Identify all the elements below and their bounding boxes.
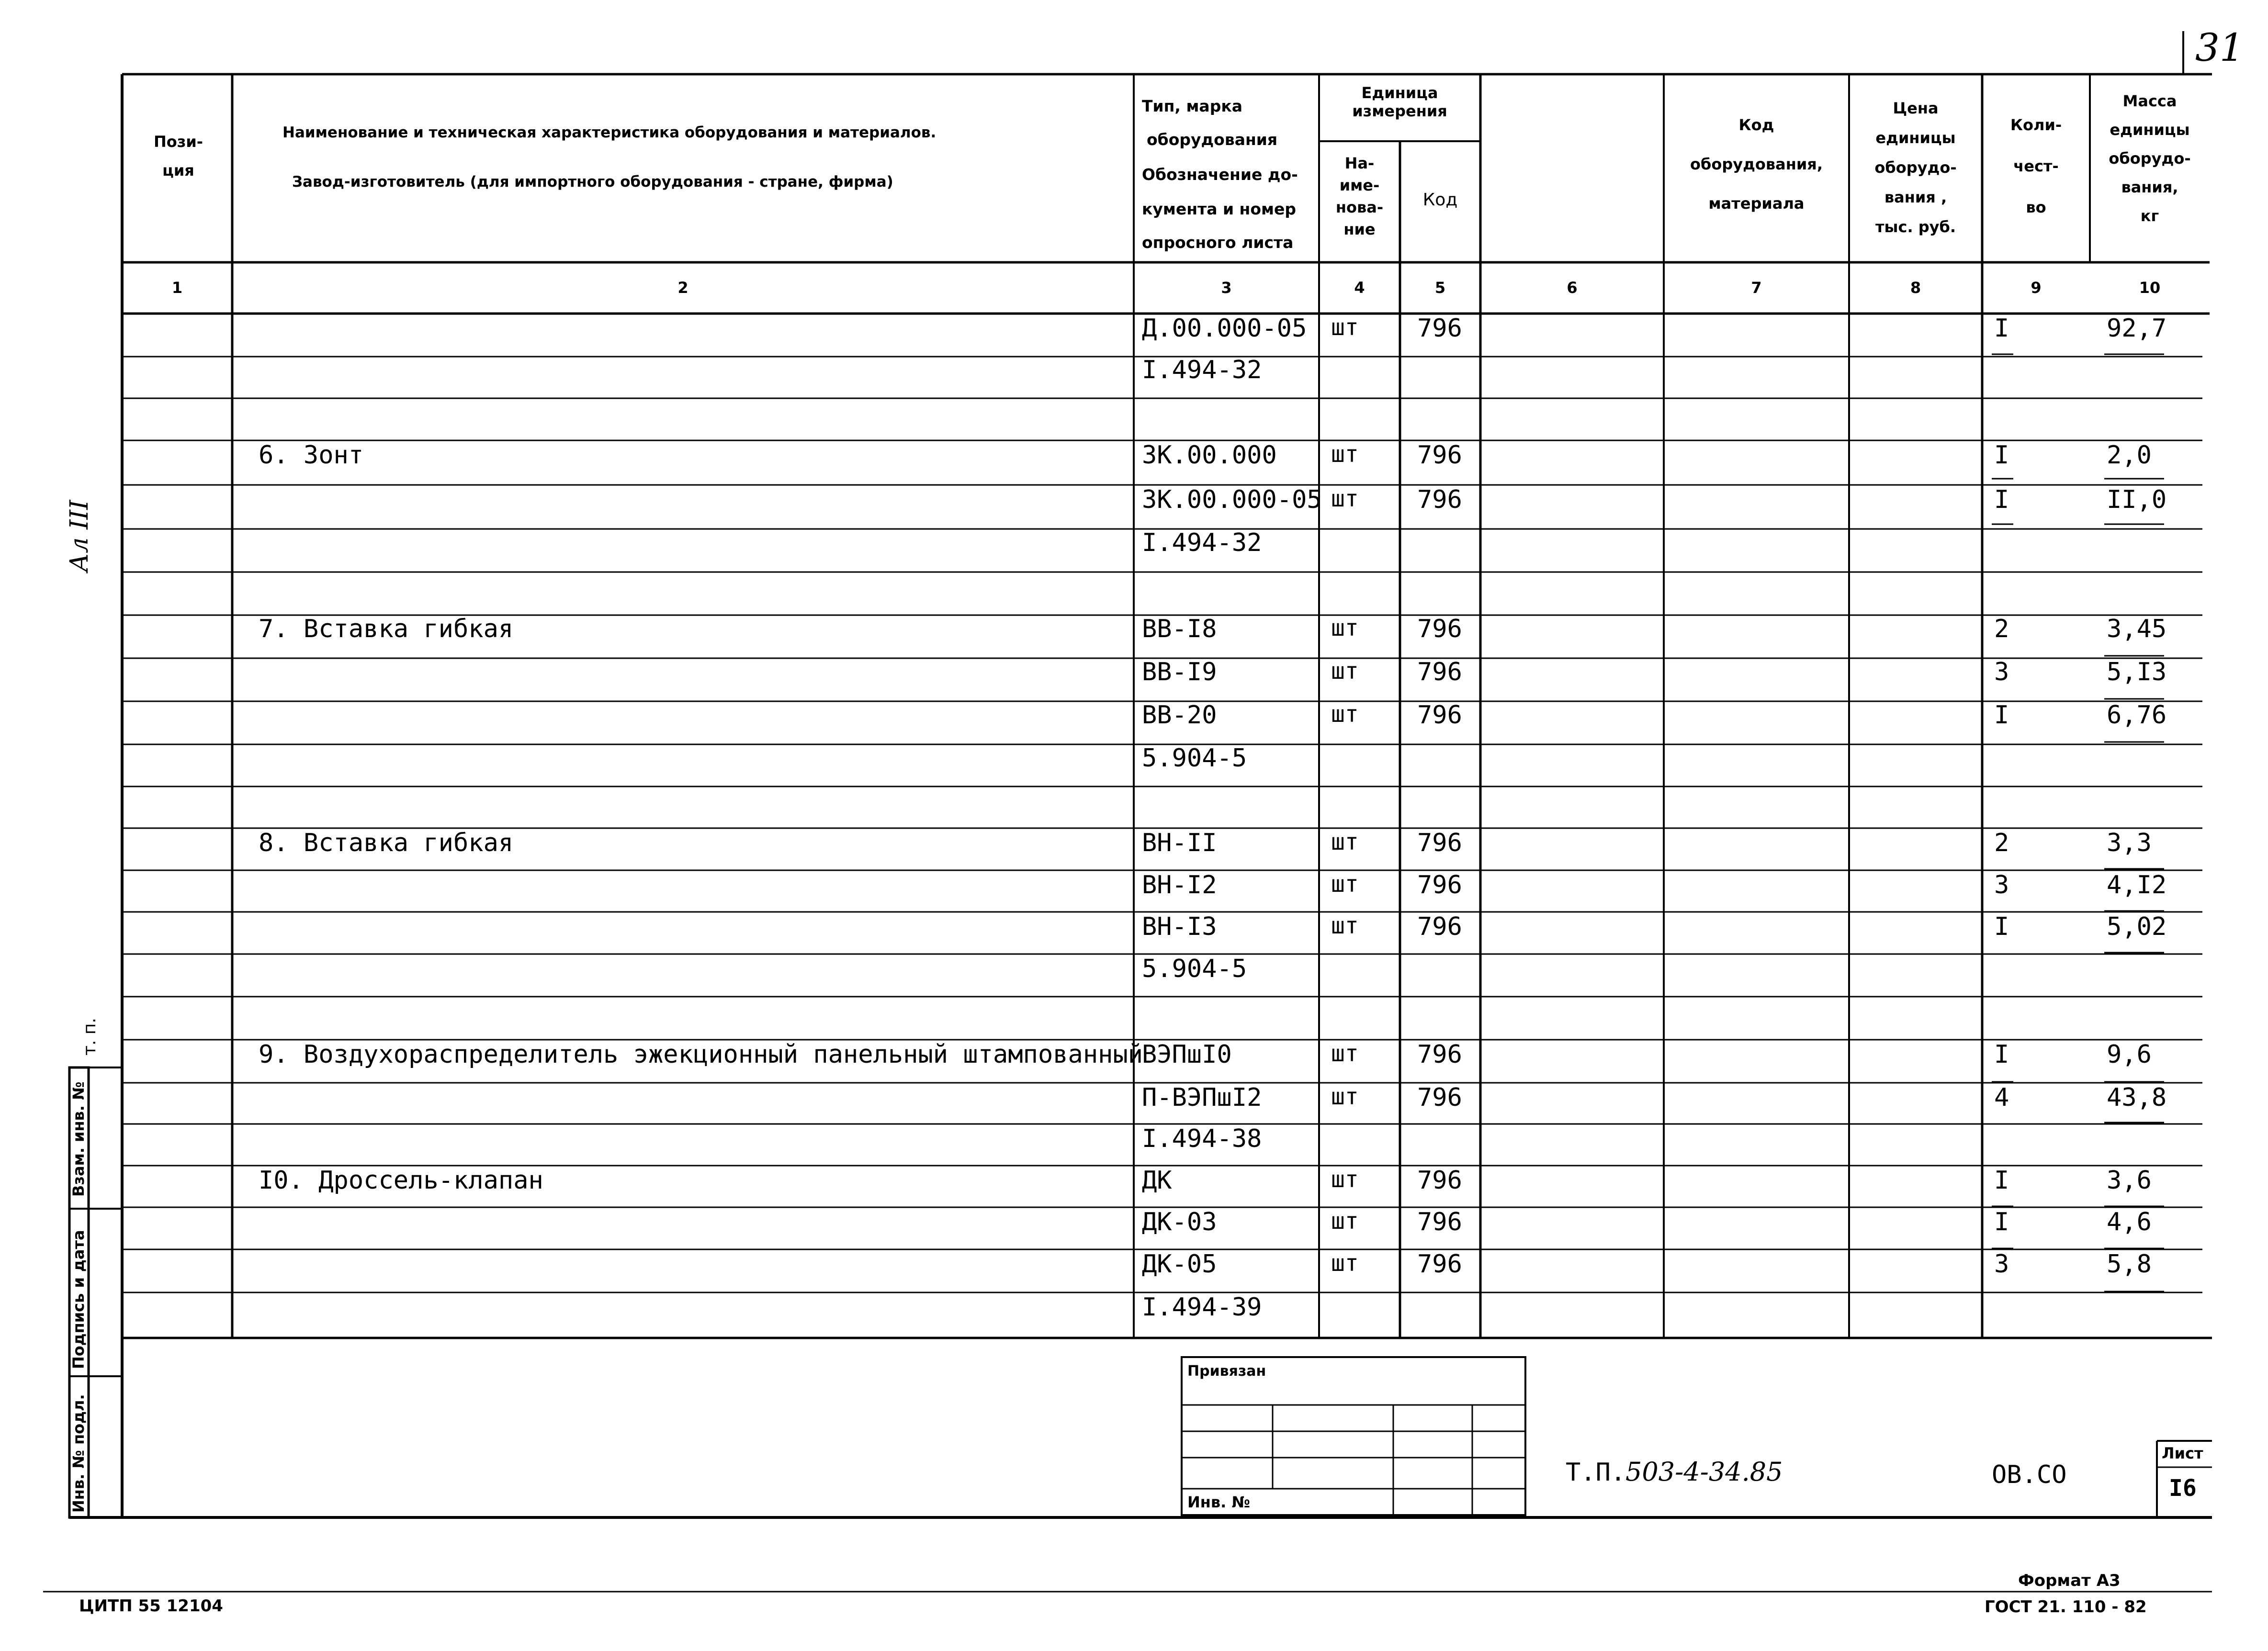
row-code: 796 — [1417, 658, 1462, 686]
header-manufacturer: Завод-изготовитель (для импортного оборудования - стране, фирма) — [292, 173, 893, 191]
header-type-line4: кумента и номер — [1142, 200, 1297, 218]
row-quantity: I — [1994, 485, 2009, 514]
row-unit: шт — [1331, 1250, 1359, 1277]
header-quantity-line: чест- — [2013, 157, 2059, 175]
row-unit: шт — [1331, 912, 1359, 939]
row-name: 7. Вставка гибкая — [259, 615, 514, 643]
row-quantity: I — [1994, 1166, 2009, 1195]
row-mass: 5,8 — [2107, 1250, 2152, 1279]
footer-gost: ГОСТ 21. 110 - 82 — [1985, 1597, 2147, 1617]
header-quantity — [1982, 117, 2090, 215]
row-mass: 2,0 — [2107, 441, 2152, 470]
header-equipment-code-line: Код — [1738, 116, 1774, 134]
row-type: I.494-32 — [1142, 528, 1262, 557]
row-type: ДК-03 — [1142, 1208, 1217, 1236]
row-code: 796 — [1417, 485, 1462, 514]
row-name: 9. Воздухораспределитель эжекционный панельный штампованный — [259, 1040, 1143, 1069]
stamp-doc-number: 503-4-34.85 — [1625, 1457, 1783, 1487]
header-unit-group — [1319, 85, 1480, 119]
column-number: 7 — [1751, 279, 1762, 297]
row-quantity: I — [1994, 441, 2009, 470]
footer-format: Формат А3 — [2018, 1571, 2121, 1590]
footer-left-code: ЦИТП 55 12104 — [79, 1596, 223, 1616]
header-unit-line: измерения — [1352, 102, 1447, 120]
row-type: ДК — [1142, 1166, 1172, 1195]
row-type: ВЭПшI0 — [1142, 1040, 1232, 1069]
row-type: Д.00.000-05 — [1142, 314, 1307, 343]
row-unit: шт — [1331, 871, 1359, 898]
header-quantity-line: Коли- — [2010, 116, 2062, 134]
column-number: 4 — [1354, 279, 1365, 297]
column-number: 9 — [2031, 279, 2042, 297]
album-label: Ал III — [65, 500, 94, 572]
row-type: ВВ-I9 — [1142, 658, 1217, 686]
tp-label: т. п. — [80, 1018, 100, 1056]
row-mass: 4,I2 — [2107, 871, 2167, 899]
row-mass: 4,6 — [2107, 1208, 2152, 1236]
stamp-sheet-number: I6 — [2169, 1475, 2197, 1502]
row-type: П-ВЭПшI2 — [1142, 1083, 1262, 1112]
column-number: 2 — [677, 279, 688, 297]
header-equipment-code-line: материала — [1708, 194, 1805, 213]
row-quantity: 2 — [1994, 615, 2009, 643]
row-mass: 5,I3 — [2107, 658, 2167, 686]
header-unit-line: Единица — [1361, 84, 1438, 102]
row-type: I.494-32 — [1142, 356, 1262, 384]
header-mass — [2090, 93, 2210, 224]
row-type: ВН-I3 — [1142, 912, 1217, 941]
row-code: 796 — [1417, 615, 1462, 643]
header-quantity-line: во — [2026, 198, 2046, 216]
replacement-inv-label: Взам. инв. № — [69, 1081, 88, 1197]
column-number: 10 — [2139, 279, 2161, 297]
stamp-inventory-label: Инв. № — [1187, 1493, 1250, 1511]
row-code: 796 — [1417, 314, 1462, 343]
row-type: ЗК.00.000-05 — [1142, 485, 1322, 514]
row-quantity: 3 — [1994, 871, 2009, 899]
row-code: 796 — [1417, 1040, 1462, 1069]
row-mass: 92,7 — [2107, 314, 2167, 343]
row-mass: 5,02 — [2107, 912, 2167, 941]
header-unit-name-line: ние — [1343, 220, 1376, 238]
row-unit: шт — [1331, 1166, 1359, 1193]
row-type: ЗК.00.000 — [1142, 441, 1277, 470]
row-type: ВН-I2 — [1142, 871, 1217, 899]
row-mass: 6,76 — [2107, 701, 2167, 730]
row-code: 796 — [1417, 912, 1462, 941]
row-unit: шт — [1331, 615, 1359, 641]
header-unit-name — [1319, 156, 1400, 237]
row-quantity: 3 — [1994, 658, 2009, 686]
row-code: 796 — [1417, 1250, 1462, 1279]
header-position — [124, 134, 232, 178]
row-quantity: I — [1994, 1208, 2009, 1236]
row-type: I.494-38 — [1142, 1124, 1262, 1153]
row-unit: шт — [1331, 485, 1359, 512]
row-code: 796 — [1417, 871, 1462, 899]
row-unit: шт — [1331, 658, 1359, 685]
header-unit-name-line: нова- — [1335, 198, 1384, 216]
row-unit: шт — [1331, 1208, 1359, 1235]
column-number: 1 — [171, 279, 183, 297]
row-mass: II,0 — [2107, 485, 2167, 514]
row-mass: 3,6 — [2107, 1166, 2152, 1195]
header-type-line3: Обозначение до- — [1142, 165, 1298, 184]
stamp-doc-prefix: Т.П. — [1566, 1458, 1626, 1487]
header-price-line: тыс. руб. — [1875, 218, 1956, 236]
header-unit-code: Код — [1422, 190, 1458, 210]
row-quantity: 3 — [1994, 1250, 2009, 1279]
row-name: I0. Дроссель-клапан — [259, 1166, 543, 1195]
row-type: 5.904-5 — [1142, 744, 1247, 773]
row-mass: 43,8 — [2107, 1083, 2167, 1112]
stamp-attached-label: Привязан — [1187, 1363, 1266, 1380]
row-code: 796 — [1417, 1166, 1462, 1195]
header-equipment-code-line: оборудования, — [1690, 155, 1823, 173]
header-unit-name-line: На- — [1344, 154, 1375, 172]
row-type: ВВ-I8 — [1142, 615, 1217, 643]
row-type: ВН-II — [1142, 829, 1217, 857]
column-number: 5 — [1434, 279, 1446, 297]
stamp-mark: ОВ.СО — [1992, 1460, 2067, 1489]
row-quantity: I — [1994, 1040, 2009, 1069]
header-mass-line: кг — [2140, 207, 2159, 225]
header-position-line: Пози- — [153, 133, 203, 151]
column-number: 3 — [1221, 279, 1232, 297]
header-type-line2: оборудования — [1147, 130, 1278, 149]
header-type-line5: опросного листа — [1142, 233, 1294, 252]
header-mass-line: вания, — [2121, 178, 2178, 196]
row-quantity: I — [1994, 912, 2009, 941]
row-type: ВВ-20 — [1142, 701, 1217, 730]
stamp-sheet-label: Лист — [2162, 1444, 2203, 1462]
row-name: 6. Зонт — [259, 441, 364, 470]
row-code: 796 — [1417, 701, 1462, 730]
row-quantity: 2 — [1994, 829, 2009, 857]
header-unit-name-line: име- — [1339, 176, 1380, 194]
row-type: ДК-05 — [1142, 1250, 1217, 1279]
header-mass-line: оборудо- — [2109, 149, 2191, 168]
row-unit: шт — [1331, 1040, 1359, 1067]
row-mass: 3,45 — [2107, 615, 2167, 643]
row-mass: 3,3 — [2107, 829, 2152, 857]
row-unit: шт — [1331, 314, 1359, 341]
header-price — [1849, 101, 1982, 235]
header-equipment-code — [1664, 117, 1849, 211]
row-name: 8. Вставка гибкая — [259, 829, 514, 857]
row-quantity: 4 — [1994, 1083, 2009, 1112]
row-code: 796 — [1417, 829, 1462, 857]
row-unit: шт — [1331, 1083, 1359, 1110]
header-price-line: единицы — [1875, 129, 1956, 147]
column-number: 6 — [1567, 279, 1578, 297]
header-price-line: Цена — [1893, 99, 1939, 117]
row-unit: шт — [1331, 701, 1359, 728]
row-type: I.494-39 — [1142, 1293, 1262, 1322]
row-code: 796 — [1417, 441, 1462, 470]
header-mass-line: единицы — [2110, 121, 2190, 139]
header-price-line: вания , — [1884, 188, 1947, 206]
row-type: 5.904-5 — [1142, 955, 1247, 983]
header-name: Наименование и техническая характеристика оборудования и материалов. — [282, 124, 937, 141]
header-type-line1: Тип, марка — [1142, 97, 1242, 115]
header-mass-line: Масса — [2122, 92, 2177, 110]
page-number: 31 — [2195, 25, 2244, 70]
column-number: 8 — [1910, 279, 1921, 297]
row-quantity: I — [1994, 701, 2009, 730]
row-unit: шт — [1331, 829, 1359, 855]
header-price-line: оборудо- — [1874, 158, 1957, 177]
row-code: 796 — [1417, 1083, 1462, 1112]
header-position-line: ция — [162, 161, 194, 180]
row-mass: 9,6 — [2107, 1040, 2152, 1069]
row-code: 796 — [1417, 1208, 1462, 1236]
row-unit: шт — [1331, 441, 1359, 468]
signature-date-label: Подпись и дата — [69, 1230, 88, 1369]
row-quantity: I — [1994, 314, 2009, 343]
original-inv-label: Инв. № подл. — [69, 1394, 88, 1513]
